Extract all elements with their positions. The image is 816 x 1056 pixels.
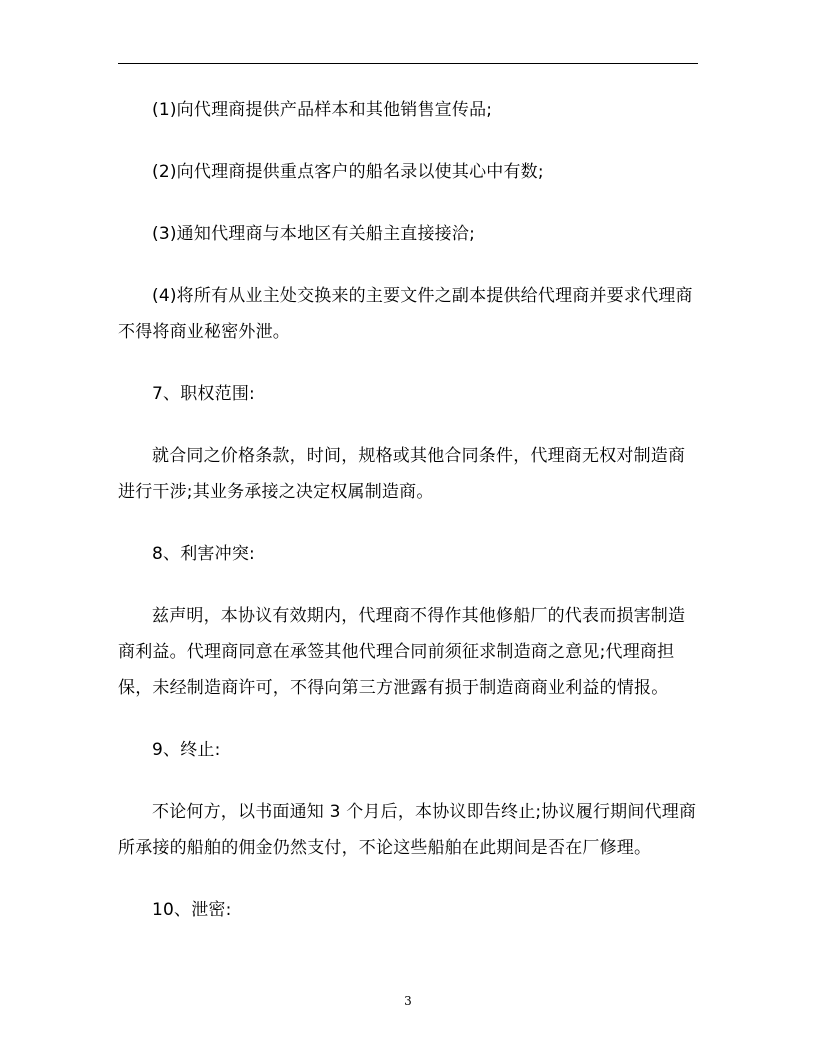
paragraph-item-4: (4)将所有从业主处交换来的主要文件之副本提供给代理商并要求代理商不得将商业秘密外泄。 <box>118 286 693 342</box>
paragraph-item-2: (2)向代理商提供重点客户的船名录以使其心中有数; <box>152 162 544 182</box>
document-body <box>118 92 698 954</box>
page-number: 3 <box>404 994 412 1008</box>
section-heading-10: 10、泄密: <box>152 900 232 920</box>
paragraph-termination: 不论何方，以书面通知 3 个月后，本协议即告终止;协议履行期间代理商所承接的船舶的佣金仍然支付，不论这些船舶在此期间是否在厂修理。 <box>118 802 697 858</box>
header-rule <box>118 63 698 64</box>
section-heading-7: 7、职权范围: <box>152 384 255 404</box>
paragraph-item-3: (3)通知代理商与本地区有关船主直接接洽; <box>152 224 476 244</box>
section-heading-8: 8、利害冲突: <box>152 544 255 564</box>
paragraph-scope: 就合同之价格条款，时间，规格或其他合同条件，代理商无权对制造商进行干涉;其业务承接之决定权属制造商。 <box>118 446 686 502</box>
section-heading-9: 9、终止: <box>152 740 221 760</box>
paragraph-conflict: 兹声明，本协议有效期内，代理商不得作其他修船厂的代表而损害制造商利益。代理商同意在承签其他代理合同前须征求制造商之意见;代理商担保，未经制造商许可，不得向第三方泄露有损于制造商商业利益的情报。 <box>118 606 686 698</box>
paragraph-item-1: (1)向代理商提供产品样本和其他销售宣传品; <box>152 100 493 120</box>
